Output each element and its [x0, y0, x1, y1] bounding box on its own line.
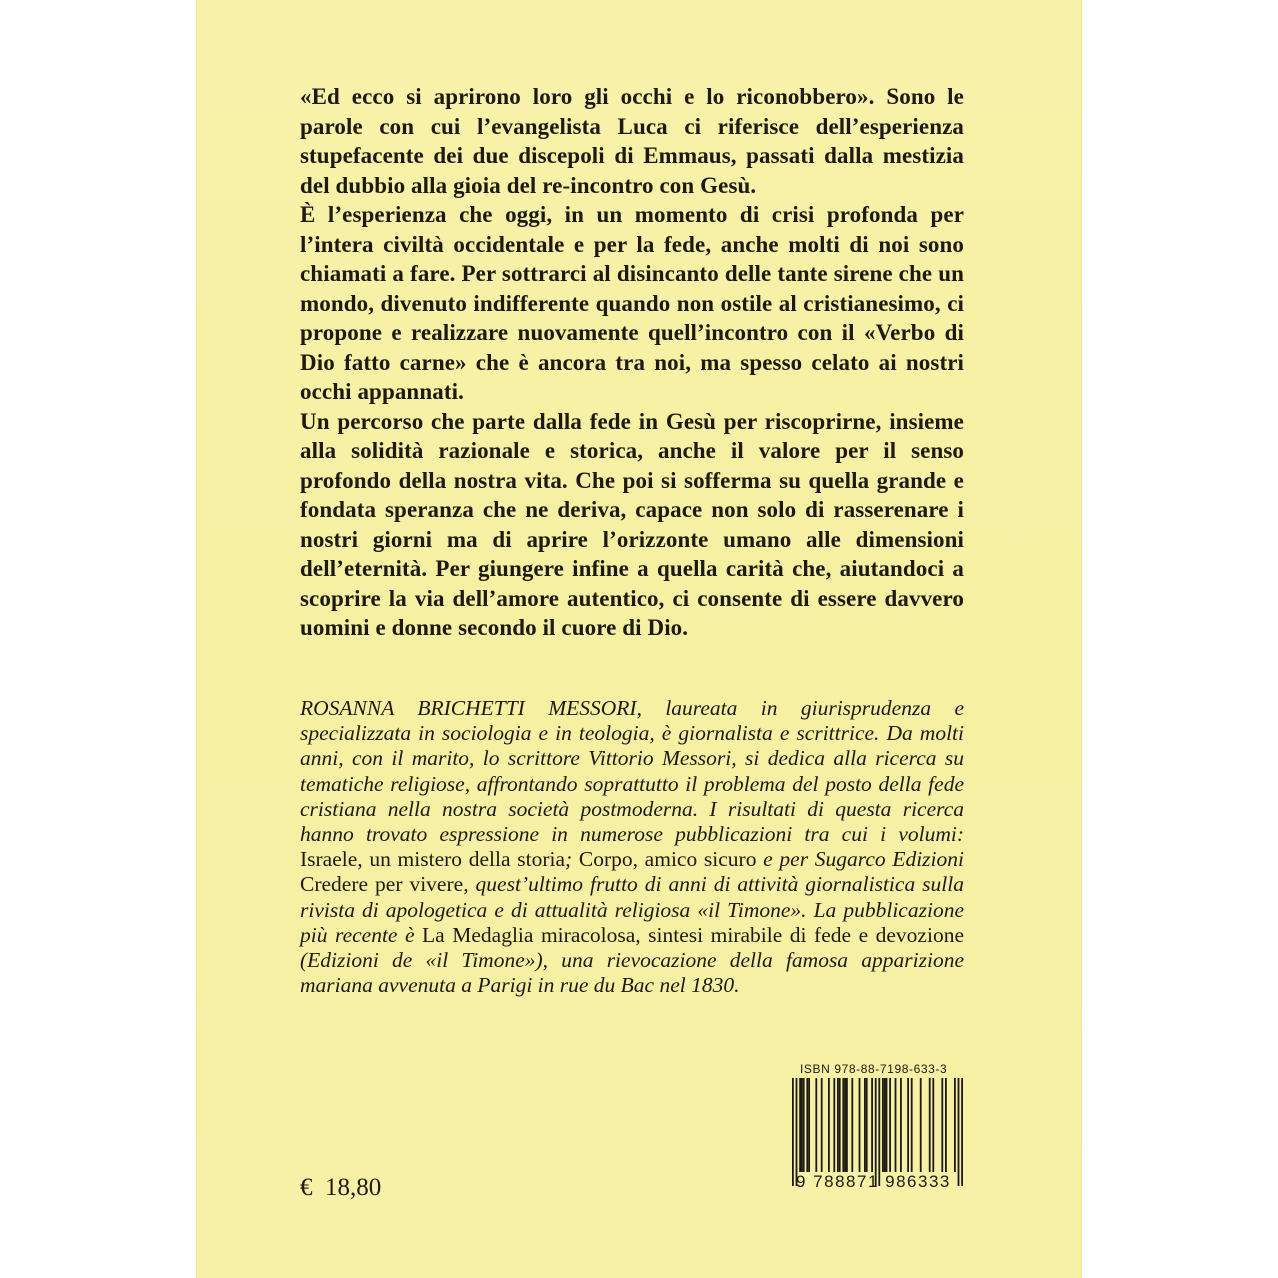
barcode-bar [842, 1078, 844, 1172]
barcode-bar [821, 1078, 823, 1172]
barcode-bar [871, 1078, 873, 1172]
barcode-bar [889, 1078, 891, 1172]
barcode-bar [895, 1078, 897, 1172]
barcode-bar [792, 1078, 794, 1186]
barcode-bar [801, 1078, 803, 1172]
barcode-bar [945, 1078, 947, 1172]
barcode-bar [803, 1078, 805, 1172]
barcode-bar [839, 1078, 841, 1172]
barcode-bar [929, 1078, 931, 1172]
barcode-bar [806, 1078, 808, 1172]
barcode-bar [859, 1078, 861, 1172]
barcode-bar [866, 1078, 868, 1172]
bio-text: ROSANNA BRICHETTI MESSORI, laureata in giurisprudenza e specializzata in sociologia e in teologia, è giornalista e scrittrice. Da molti anni, con il marito, lo scrittore Vittorio Messori, si dedica alla ricerca su tematiche religiose, affrontando soprattutto il problema del posto della fede cristiana nella nostra società postmoderna. I risultati di questa ricerca hanno trovato espressione in numerose pubblicazioni tra cui i volumi: [300, 696, 964, 847]
barcode-bar [882, 1078, 884, 1172]
barcode-bar [796, 1078, 798, 1186]
barcode-bar [851, 1078, 853, 1172]
barcode-bar [932, 1078, 934, 1172]
barcode-bar [846, 1078, 848, 1172]
barcode-bar [808, 1078, 810, 1172]
barcode-bar [958, 1078, 960, 1186]
bio-text: e per Sugarco Edizioni [756, 847, 964, 872]
barcode-bar [799, 1078, 801, 1172]
barcode-bar [941, 1078, 943, 1172]
blurb-paragraph: È l’esperienza che oggi, in un momento di crisi profonda per l’intera civiltà occidentale e per la fede, anche molti di noi sono chiamati a fare. Per sottrarci al disincanto delle tante sirene che un mondo, divenuto indifferente quando non ostile al cristianesimo, ci propone e realizzare nuovamente quell’incontro con il «Verbo di Dio fatto carne» che è ancora tra noi, ma spesso celato ai nostri occhi appannati. [300, 202, 964, 404]
book-title: Credere per vivere [300, 872, 464, 897]
blurb-paragraph: Un percorso che parte dalla fede in Gesù per riscoprirne, insieme alla solidità razionale e storica, anche il valore per il senso profondo della nostra vita. Che poi si sofferma su quella grande e fondata speranza che ne deriva, capace non solo di rasserenare i nostri giorni ma di aprire l’orizzonte umano alle dimensioni dell’eternità. Per giungere infine a quella carità che, aiutandoci a scoprire la via dell’amore autentico, ci consente di essere davvero uomini e donne secondo il cuore di Dio. [300, 408, 964, 640]
book-title: Corpo, amico sicuro [578, 847, 757, 872]
barcode-bar [911, 1078, 913, 1172]
barcode-bar [900, 1078, 902, 1172]
price: € 18,80 [300, 1174, 382, 1201]
barcode-bar [907, 1078, 909, 1172]
barcode-bar [875, 1078, 877, 1186]
bio-text: (Edizioni de «il Timone»), una rievocazione della famosa apparizione mariana avvenuta a Parigi in rue du Bac nel 1830. [300, 948, 964, 998]
book-title: La Medaglia miracolosa, sintesi mirabile di fede e devozione [422, 922, 964, 947]
barcode-digits: 9 788871 986333 [796, 1172, 951, 1191]
barcode-bar [833, 1078, 835, 1172]
blurb-text [300, 82, 964, 643]
barcode-bar [837, 1078, 839, 1172]
barcode-bar [815, 1078, 817, 1172]
bio-text: ; [565, 847, 579, 872]
blurb-paragraph: «Ed ecco si aprirono loro gli occhi e lo riconobbero». Sono le parole con cui l’evangelista Luca ci riferisce dell’esperienza stupefacente dei due discepoli di Emmaus, passati dalla mestizia del dubbio alla gioia del re-incontro con Gesù. [300, 84, 964, 198]
isbn-label: ISBN 978-88-7198-633-3 [800, 1062, 948, 1076]
barcode-bar [828, 1078, 830, 1172]
barcode-bar [884, 1078, 886, 1172]
barcode-bar [886, 1078, 888, 1172]
barcode-bar [878, 1078, 880, 1186]
barcode-bar [920, 1078, 922, 1172]
barcode-bar [864, 1078, 866, 1172]
barcode-bar [954, 1078, 956, 1172]
barcode-bar [961, 1078, 963, 1186]
book-title: Israele, un mistero della storia [300, 847, 565, 872]
author-bio [300, 696, 964, 998]
bio-text: , quest’ultimo frutto di anni di attività giornalistica sulla rivista di apologetica e di attualità religiosa «il Timone». La pubblicazione più recente è [300, 872, 964, 947]
barcode-bar [844, 1078, 846, 1172]
